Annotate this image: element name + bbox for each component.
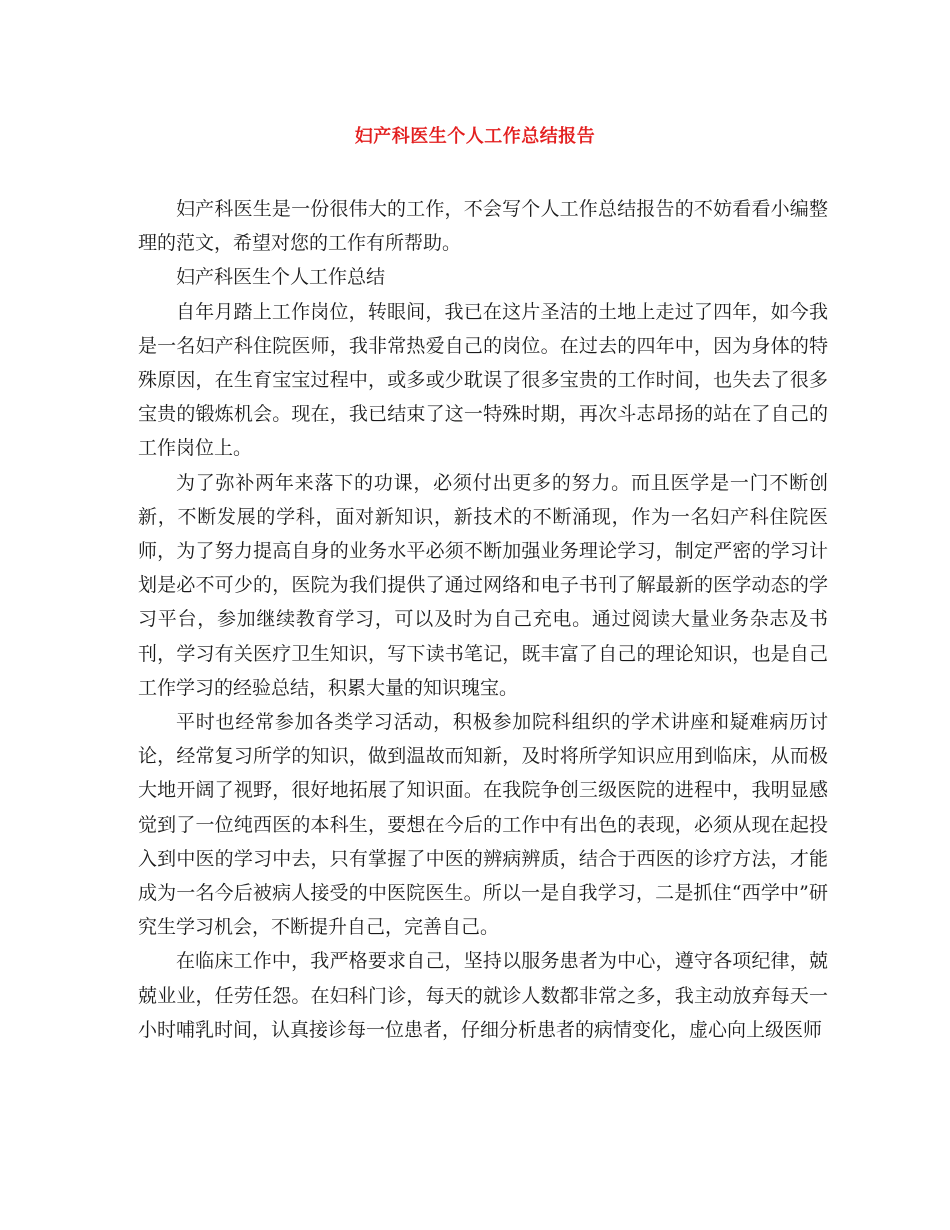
paragraph-subheading: 妇产科医生个人工作总结 [176, 266, 386, 289]
paragraph-activities: 平时也经常参加各类学习活动，积极参加院科组织的学术讲座和疑难病历讨论，经常复习所学的知识，做到温故而知新，及时将所学知识应用到临床，从而极大地开阔了视野，很好地拓展了知识面。在我院争创三级医院的进程中，我明显感觉到了一位纯西医的本科生，要想在今后的工作中有出色的表现，必须从现在起投入到中医的学习中去，只有掌握了中医的辨病辨质，结合于西医的诊疗方法，才能成为一名今后被病人接受的中医院医生。所以一是自我学习，二是抓住“西学中”研究生学习机会，不断提升自己，完善自己。 [138, 711, 828, 939]
document-title: 妇产科医生个人工作总结报告 [354, 126, 596, 147]
paragraph-career-start: 自年月踏上工作岗位，转眼间，我已在这片圣洁的土地上走过了四年，如今我是一名妇产科住院医师，我非常热爱自己的岗位。在过去的四年中，因为身体的特殊原因，在生育宝宝过程中，或多或少耽误了很多宝贵的工作时间，也失去了很多宝贵的锻炼机会。现在，我已结束了这一特殊时期，再次斗志昂扬的站在了自己的工作岗位上。 [138, 300, 828, 460]
paragraph-study: 为了弥补两年来落下的功课，必须付出更多的努力。而且医学是一门不断创新，不断发展的学科，面对新知识，新技术的不断涌现，作为一名妇产科住院医师，为了努力提高自身的业务水平必须不断加强业务理论学习，制定严密的学习计划是必不可少的，医院为我们提供了通过网络和电子书刊了解最新的医学动态的学习平台，参加继续教育学习，可以及时为自己充电。通过阅读大量业务杂志及书刊，学习有关医疗卫生知识，写下读书笔记，既丰富了自己的理论知识，也是自己工作学习的经验总结，积累大量的知识瑰宝。 [138, 471, 828, 699]
document-body [138, 192, 828, 1047]
paragraph-clinical: 在临床工作中，我严格要求自己，坚持以服务患者为中心，遵守各项纪律，兢兢业业，任劳任怨。在妇科门诊，每天的就诊人数都非常之多，我主动放弃每天一小时哺乳时间，认真接诊每一位患者，仔细分析患者的病情变化，虚心向上级医师 [138, 950, 828, 1041]
paragraph-intro: 妇产科医生是一份很伟大的工作，不会写个人工作总结报告的不妨看看小编整理的范文，希望对您的工作有所帮助。 [138, 198, 828, 255]
